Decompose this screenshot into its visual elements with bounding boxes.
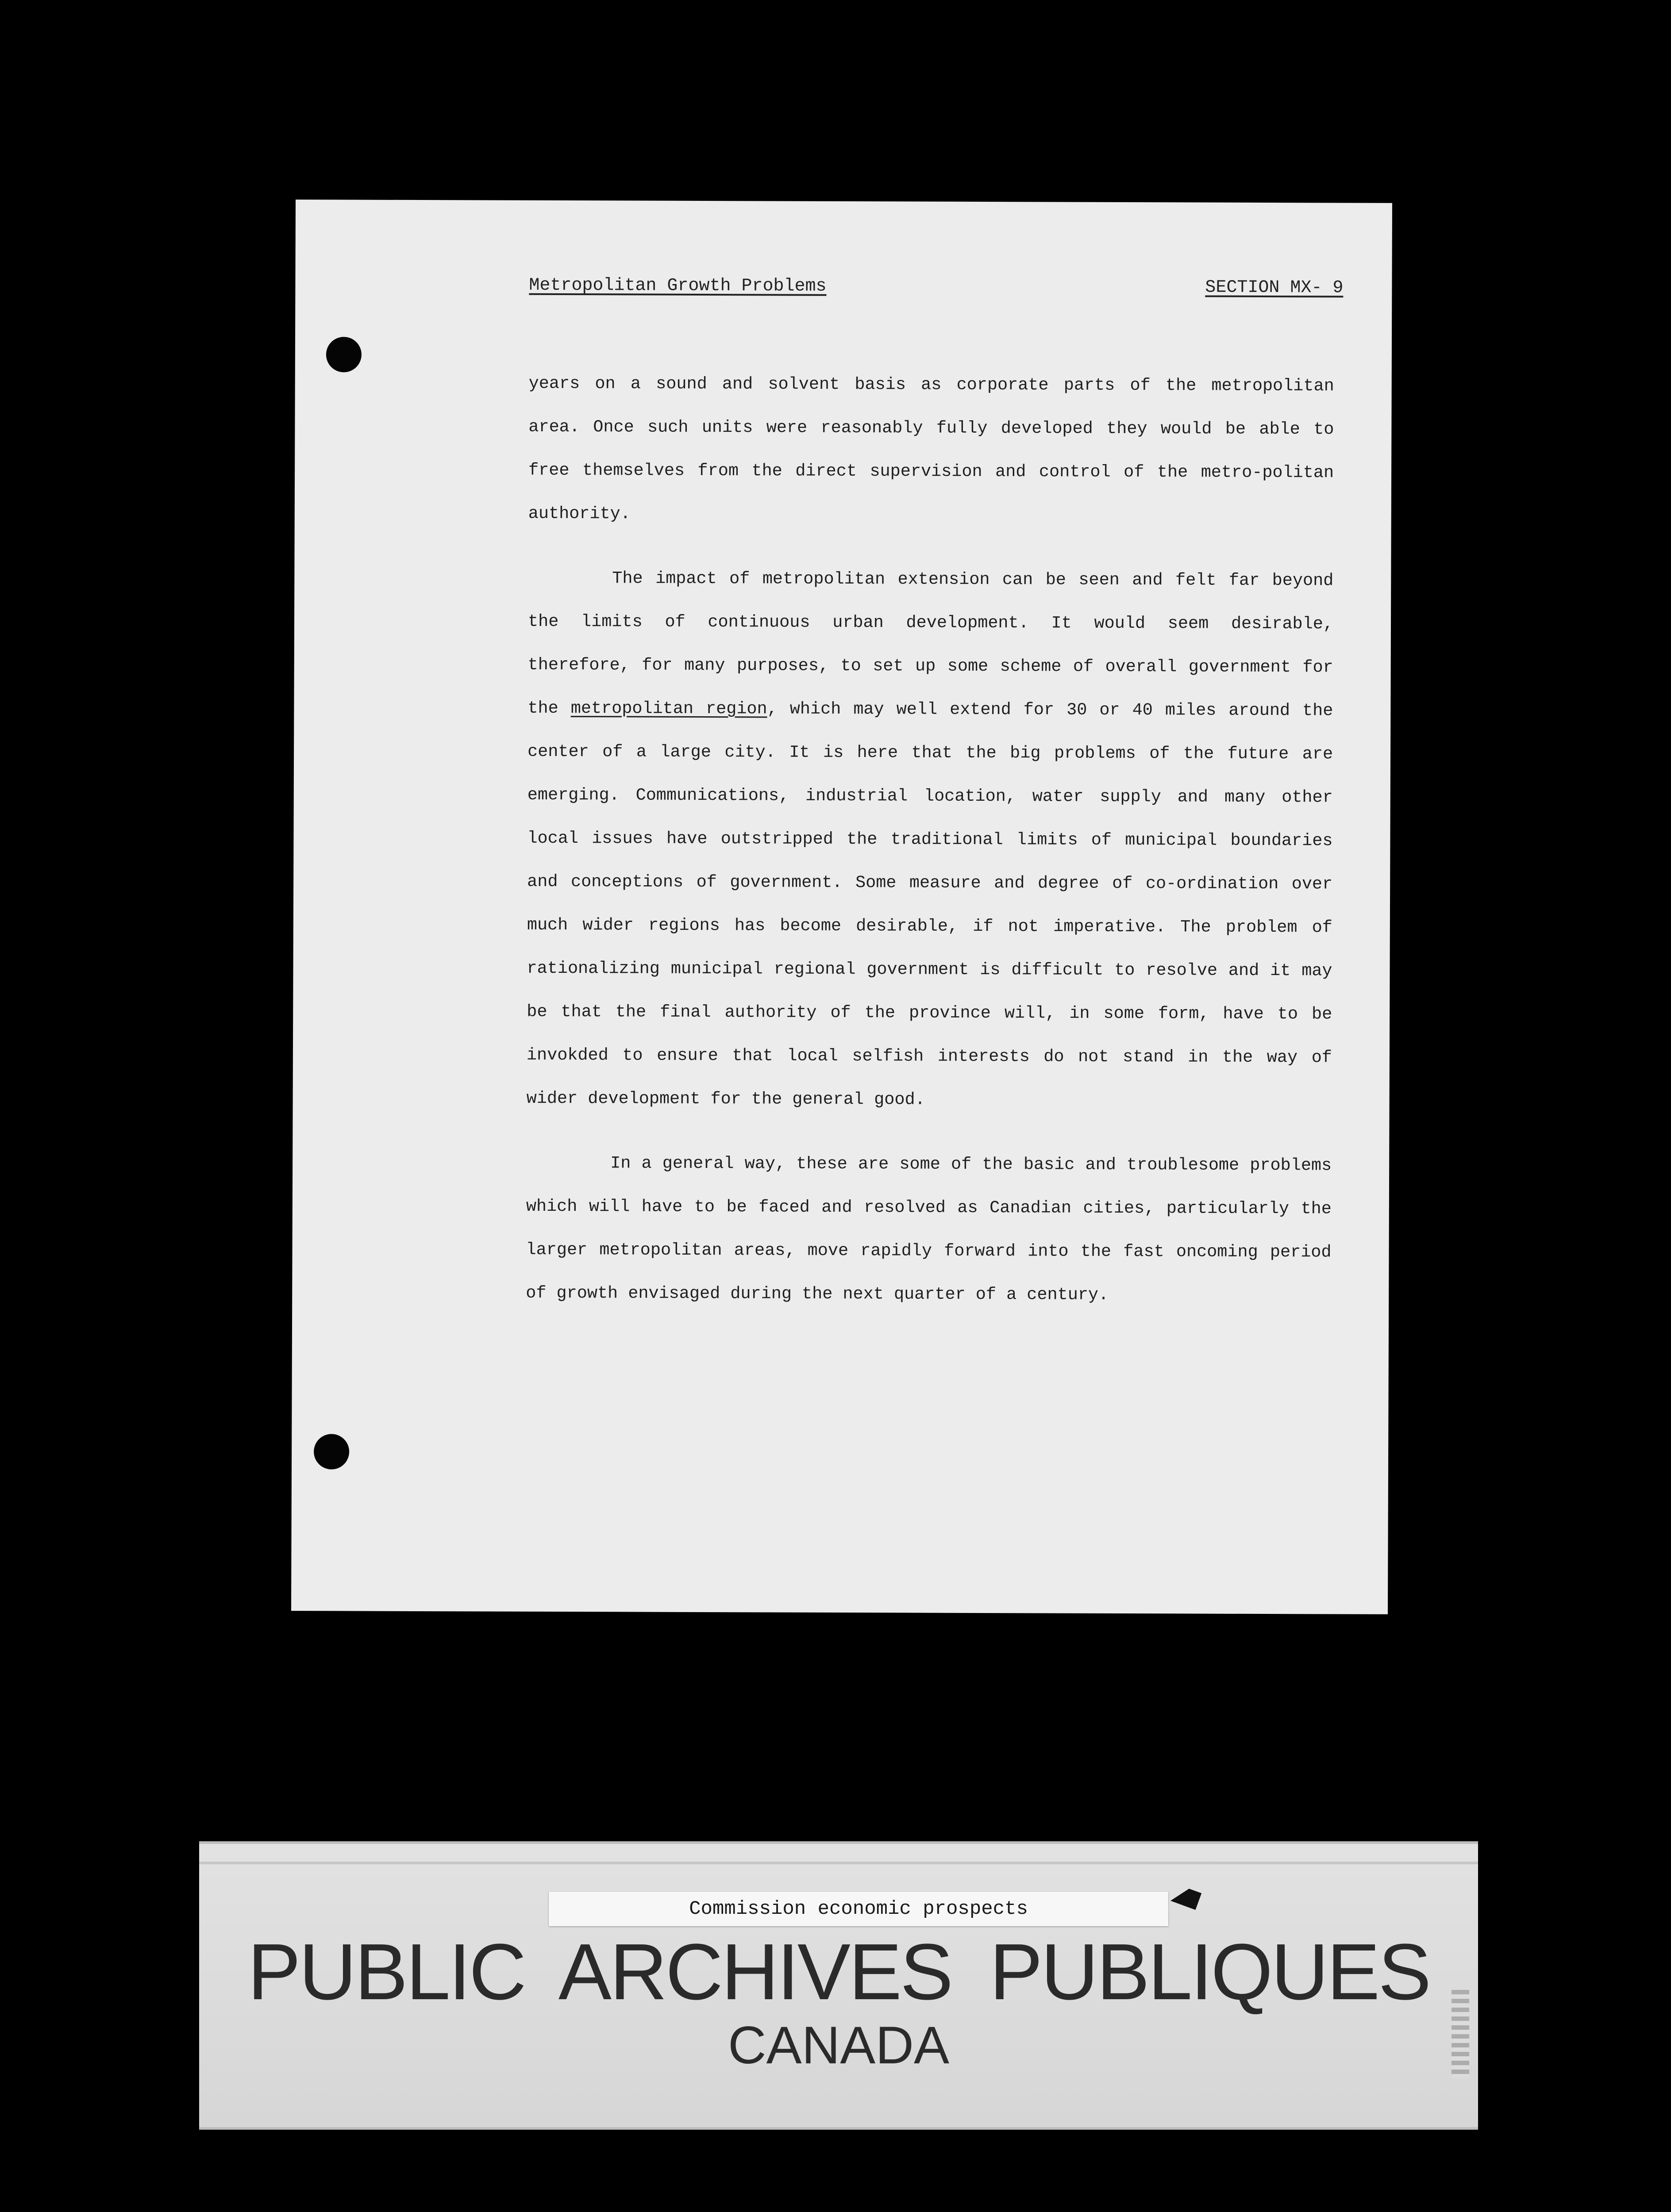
punch-hole-bottom <box>314 1434 349 1469</box>
clip-corner-icon <box>1170 1884 1201 1910</box>
paragraph-2-end: , which may well extend for 30 or 40 miles around the center of a large city. It is here that the big problems of the future are emerging. Communications, industrial location, water supply and many other local issues have outstripped the traditional limits of municipal boundaries and conceptions of government. Some measure and degree of co-ordination over much wider regions has become desirable, if not imperative. The problem of rationalizing municipal regional government is difficult to resolve and it may be that the final authority of the province will, in some form, have to be invokded to ensure that local selfish interests do not stand in the way of wider development for the general good. <box>526 699 1333 1110</box>
header-title: Metropolitan Growth Problems <box>529 275 827 296</box>
document-body <box>526 362 1334 1339</box>
paragraph-3: In a general way, these are some of the basic and troublesome problems which will have to be faced and resolved as Canadian cities, particularly the larger metropolitan areas, move rapidly forward into the fast oncoming period of growth envisaged during the next quarter of a century. <box>526 1153 1332 1305</box>
underlined-term: metropolitan region <box>570 699 767 719</box>
paragraph-1: years on a sound and solvent basis as corporate parts of the metropolitan area. Once such units were reasonably fully developed they would be able to free themselves from the direct supervision and control of the metro-politan authority. <box>528 373 1334 524</box>
paragraph-2 <box>526 557 1333 1123</box>
document-page <box>291 200 1392 1614</box>
page-header <box>529 276 1343 305</box>
stamp-strip <box>199 1862 1478 1864</box>
archive-title: PUBLIC ARCHIVES PUBLIQUES <box>247 1928 1430 2016</box>
punch-hole-top <box>326 337 362 372</box>
section-number: SECTION MX- 9 <box>1205 277 1344 298</box>
archive-country: CANADA <box>728 2016 950 2075</box>
archive-stamp <box>199 1841 1478 2130</box>
collection-label: Commission economic prospects <box>549 1892 1168 1926</box>
paragraph-2-start: The impact of metropolitan extension can be seen and felt far beyond the limits of continuous urban development. It would seem desirable, therefore, for many purposes, to set up some scheme of overall government for the <box>527 568 1334 718</box>
edge-mark <box>1452 1990 1469 2078</box>
